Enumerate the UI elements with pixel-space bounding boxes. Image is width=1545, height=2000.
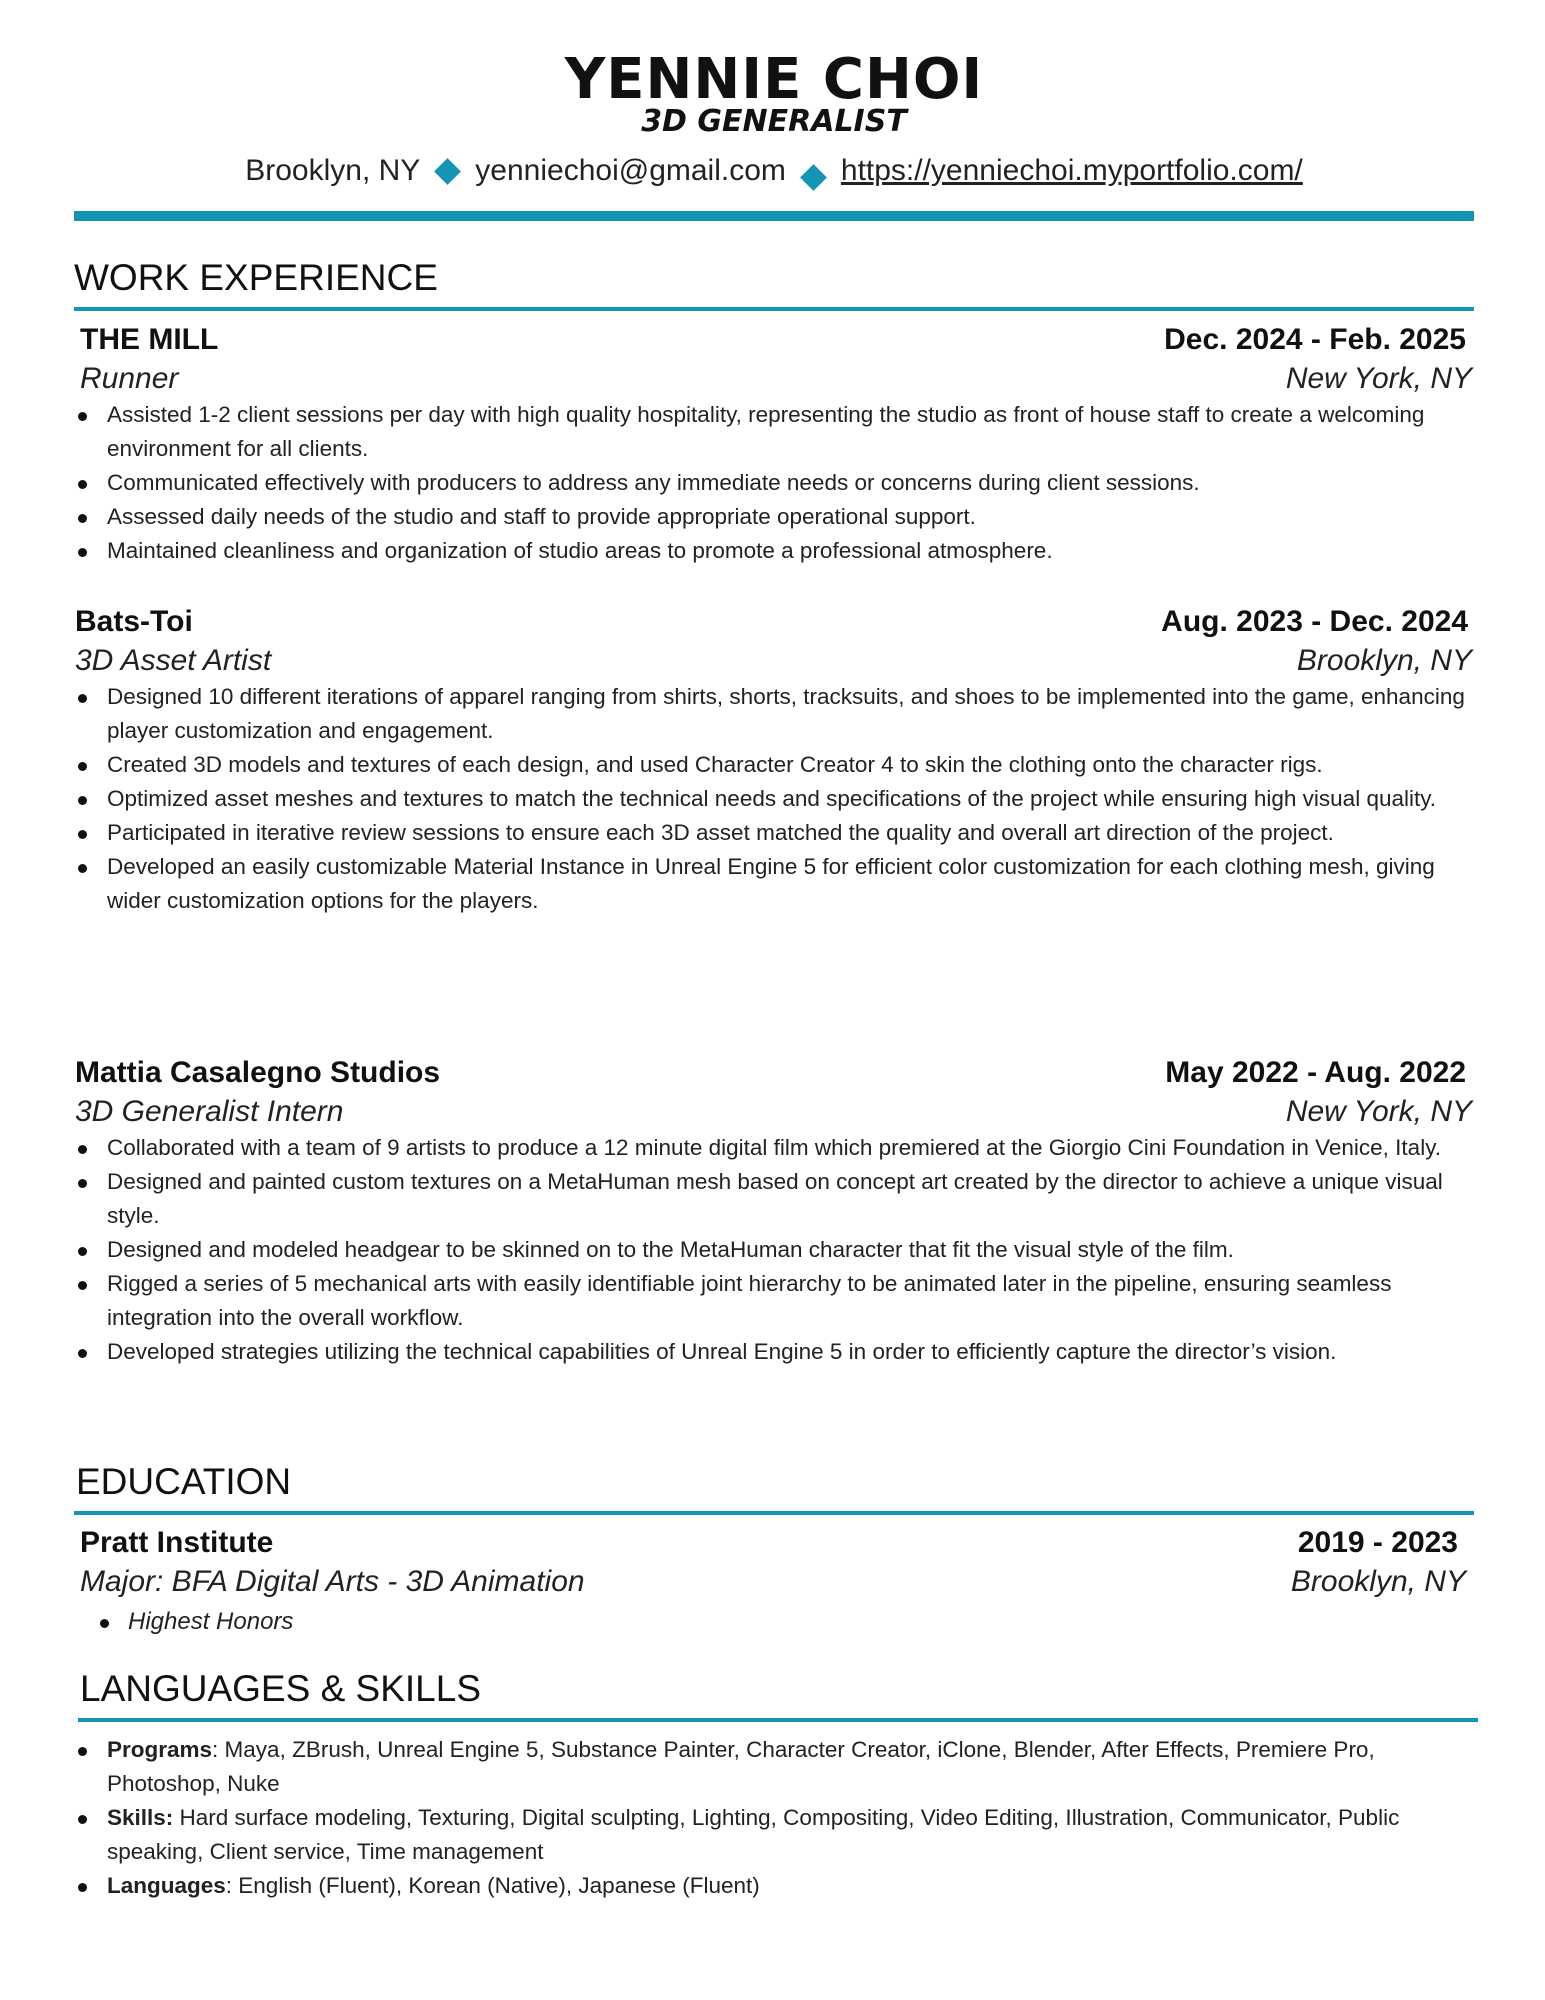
header-divider bbox=[74, 211, 1474, 221]
candidate-role: 3D GENERALIST bbox=[641, 104, 907, 139]
employment-dates: Dec. 2024 - Feb. 2025 bbox=[1164, 323, 1466, 356]
work-bullet-list bbox=[74, 398, 1474, 568]
languages-text: : English (Fluent), Korean (Native), Japanese (Fluent) bbox=[225, 1873, 760, 1898]
employment-dates: Aug. 2023 - Dec. 2024 bbox=[1161, 605, 1468, 638]
list-item: Maintained cleanliness and organization of studio areas to promote a professional atmosphere. bbox=[74, 534, 1474, 568]
skills-section-divider bbox=[78, 1718, 1478, 1722]
list-item: Assessed daily needs of the studio and staff to provide appropriate operational support. bbox=[74, 500, 1474, 534]
programs-text: : Maya, ZBrush, Unreal Engine 5, Substance Painter, Character Creator, iClone, Blender, After Effects, Premiere Pro, Photoshop, Nuke bbox=[107, 1737, 1375, 1796]
list-item: Developed an easily customizable Material Instance in Unreal Engine 5 for efficient color customization for each clothing mesh, giving wider customization options for the players. bbox=[74, 850, 1474, 918]
programs-label: Programs bbox=[107, 1737, 213, 1762]
education-section-divider bbox=[74, 1511, 1474, 1515]
skills-text: Hard surface modeling, Texturing, Digital sculpting, Lighting, Compositing, Video Editing, Illustration, Communicator, Public speaking, Client service, Time management bbox=[107, 1805, 1400, 1864]
diamond-icon bbox=[800, 164, 827, 191]
employer-name: Mattia Casalegno Studios bbox=[75, 1056, 441, 1089]
employment-dates: May 2022 - Aug. 2022 bbox=[1165, 1056, 1466, 1089]
list-item: Assisted 1-2 client sessions per day with high quality hospitality, representing the studio as front of house staff to create a welcoming environment for all clients. bbox=[74, 398, 1474, 466]
list-item: Optimized asset meshes and textures to match the technical needs and specifications of the project while ensuring high visual quality. bbox=[74, 782, 1474, 816]
skills-bullet-list bbox=[74, 1733, 1474, 1903]
list-item: Communicated effectively with producers to address any immediate needs or concerns during client sessions. bbox=[74, 466, 1474, 500]
job-title: 3D Asset Artist bbox=[75, 644, 272, 677]
list-item: Created 3D models and textures of each design, and used Character Creator 4 to skin the clothing onto the character rigs. bbox=[74, 748, 1474, 782]
list-item: Rigged a series of 5 mechanical arts with easily identifiable joint hierarchy to be animated later in the pipeline, ensuring seamless integration into the overall workflow. bbox=[74, 1267, 1474, 1335]
education-dates: 2019 - 2023 bbox=[1297, 1526, 1458, 1559]
list-item: Designed and modeled headgear to be skinned on to the MetaHuman character that fit the visual style of the film. bbox=[74, 1233, 1474, 1267]
school-name: Pratt Institute bbox=[80, 1526, 274, 1559]
languages-item bbox=[74, 1869, 1474, 1903]
work-bullet-list bbox=[74, 1131, 1474, 1369]
job-location: New York, NY bbox=[1285, 362, 1472, 395]
list-item: Designed and painted custom textures on a MetaHuman mesh based on concept art created by the director to achieve a unique visual style. bbox=[74, 1165, 1474, 1233]
diamond-icon bbox=[434, 158, 461, 185]
candidate-name: YENNIE CHOI bbox=[564, 47, 984, 112]
list-item: Participated in iterative review sessions to ensure each 3D asset matched the quality and overall art direction of the project. bbox=[74, 816, 1474, 850]
employer-name: Bats-Toi bbox=[75, 605, 193, 638]
education-location: Brooklyn, NY bbox=[1290, 1565, 1466, 1598]
website-link[interactable]: https://yenniechoi.myportfolio.com/ bbox=[840, 154, 1303, 188]
list-item: Developed strategies utilizing the technical capabilities of Unreal Engine 5 in order to efficiently capture the director’s vision. bbox=[74, 1335, 1474, 1369]
major-text: Major: BFA Digital Arts - 3D Animation bbox=[80, 1565, 585, 1598]
work-section-title: WORK EXPERIENCE bbox=[74, 257, 438, 298]
work-section-divider bbox=[74, 307, 1474, 311]
job-location: Brooklyn, NY bbox=[1296, 644, 1472, 677]
skills-section-title: LANGUAGES & SKILLS bbox=[80, 1668, 482, 1709]
list-item: Designed 10 different iterations of apparel ranging from shirts, shorts, tracksuits, and shoes to be implemented into the game, enhancing player customization and engagement. bbox=[74, 680, 1474, 748]
list-item: Collaborated with a team of 9 artists to produce a 12 minute digital film which premiered at the Giorgio Cini Foundation in Venice, Italy. bbox=[74, 1131, 1474, 1165]
work-bullet-list bbox=[74, 680, 1474, 918]
skills-item bbox=[74, 1801, 1474, 1869]
job-title: 3D Generalist Intern bbox=[75, 1095, 344, 1128]
skills-label: Skills: bbox=[107, 1805, 174, 1830]
contact-line bbox=[74, 150, 1474, 191]
job-location: New York, NY bbox=[1285, 1095, 1472, 1128]
programs-item bbox=[74, 1733, 1474, 1801]
job-title: Runner bbox=[80, 362, 179, 395]
email-link[interactable]: yenniechoi@gmail.com bbox=[475, 154, 786, 188]
employer-name: THE MILL bbox=[80, 323, 219, 356]
education-section-title: EDUCATION bbox=[76, 1461, 292, 1502]
languages-label: Languages bbox=[107, 1873, 226, 1898]
list-item: Highest Honors bbox=[74, 1605, 1474, 1639]
location-text: Brooklyn, NY bbox=[245, 154, 421, 188]
education-bullet-list bbox=[74, 1605, 1474, 1639]
